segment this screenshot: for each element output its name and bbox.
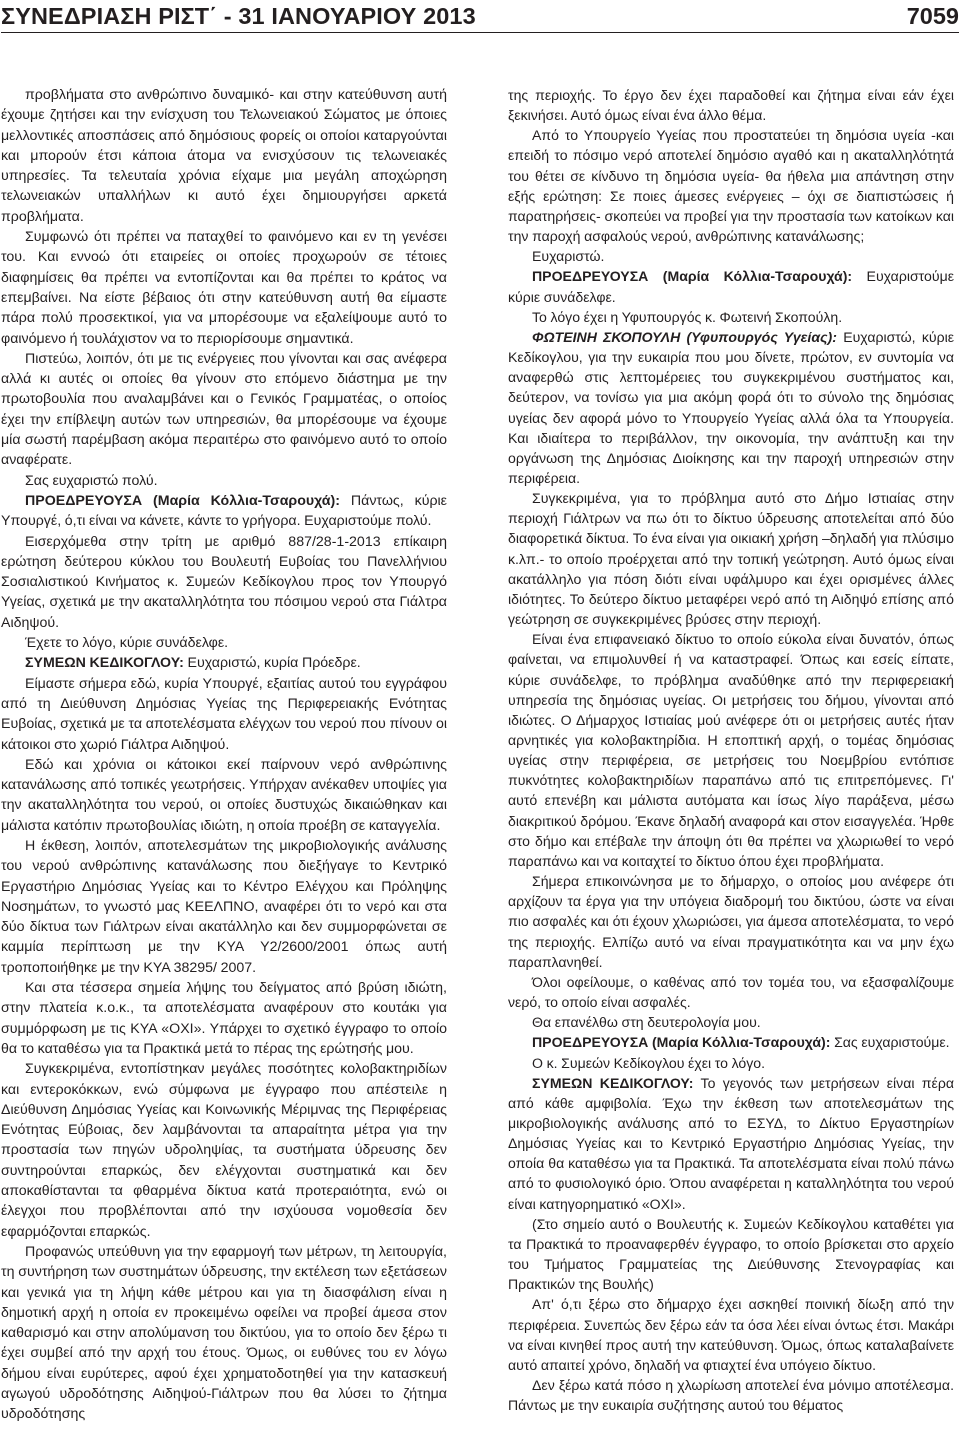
paragraph (1, 1242, 447, 1425)
paragraph (508, 85, 954, 125)
speaker-name: ΣΥΜΕΩΝ ΚΕΔΙΚΟΓΛΟΥ: (532, 1074, 694, 1091)
paragraph (508, 972, 954, 1012)
paragraph-text: Εισερχόμεθα στην τρίτη με αριθμό 887/28-1-2013 επίκαιρη ερώτηση δεύτερου κύκλου του Βουλευτή Ευβοίας του Πανελλήνιου Σοσιαλιστικού Κινήματος κ. Συμεών Κεδίκογλου προς τον Υπουργό Υγείας, σχετικά με την ακαταλληλότητα του πόσιμου νερού στα Γιάλτρα Αιδηψού. (1, 533, 447, 631)
session-title: ΣΥΝΕΔΡΙΑΣΗ ΡΙΣΤ΄ - 31 ΙΑΝΟΥΑΡΙΟΥ 2013 (1, 3, 476, 29)
speaker-paragraph (1, 491, 447, 532)
paragraph (1, 978, 447, 1059)
paragraph (1, 1059, 447, 1242)
paragraph-text: (Στο σημείο αυτό ο Βουλευτής κ. Συμεών Κεδίκογλου καταθέτει για τα Πρακτικά το προαναφερθέν έγγραφο, το οποίο βρίσκεται στο αρχείο του Τμήματος Γραμματείας της Διεύθυνσης Στενογραφίας και Πρακτικών της Βουλής) (508, 1215, 954, 1293)
paragraph-text: Η έκθεση, λοιπόν, αποτελεσμάτων της μικροβιολογικής ανάλυσης του νερού ανθρώπινης κατανάλωσης που διεξήγαγε το Κεντρικό Εργαστήριο Δημόσιας Υγείας και το Κέντρο Ελέγχου και Πρόληψης Νοσημάτων, το γνωστό μας ΚΕΕΛΠΝΟ, αναφέρει ότι το νερό και στα δύο δίκτυα των Γιάλτρων είναι ακατάλληλο και δεν συμμορφώνεται σε καμμία περίπτωση με την ΚΥΑ Υ2/2600/2001 όπως αυτή τροποποιήθηκε με την ΚΥΑ 38295/ 2007. (1, 837, 447, 976)
paragraph-text: Και στα τέσσερα σημεία λήψης του δείγματος από βρύση ιδιώτη, στην πλατεία κ.ο.κ., τα αποτελέσματα αναφέρουν στο κουτάκι για συμμόρφωση με τις ΚΥΑ «ΟΧΙ». Υπάρχει το σχετικό έγγραφο το οποίο θα το καταθέσω για τα Πρακτικά μετά το πέρας της ερώτησής μου. (1, 980, 447, 1057)
paragraph (1, 85, 447, 227)
paragraph (508, 629, 954, 871)
speaker-paragraph (508, 1032, 954, 1052)
paragraph-text: της περιοχής. Το έργο δεν έχει παραδοθεί και ζήτημα είναι εάν έχει ξεκινήσει. Αυτό όμως είναι ένα άλλο θέμα. (508, 87, 954, 124)
page-number: 7059 (906, 3, 959, 29)
paragraph-text: Εδώ και χρόνια οι κάτοικοι εκεί παίρνουν νερό ανθρώπινης κατανάλωσης από τοπικές γεωτρήσεις. Υπήρχαν ανέκαθεν υποψίες για την ακαταλληλότητα του νερού, οι οποίες δυστυχώς δικαιώθηκαν και μάλιστα κατόπιν πρωτοβουλίας ιδιώτη, η οποία προέβη σε καταγγελία. (1, 756, 447, 834)
paragraph (508, 1214, 954, 1295)
speaker-paragraph (508, 1073, 954, 1214)
paragraph (1, 227, 447, 349)
paragraph-text: Ευχαριστώ, κύριε Κεδίκογλου, για την ευκαιρία που μου δίνετε, πρώτον, εν συντομία να αναφερθώ στις λεπτομέρειες του συγκεκριμένου συστήματος και, δεύτερον, να τονίσω για μια ακόμη φορά ότι το σύνολο της δημόσιας υγείας δεν αφορά μόνο το Υπουργείο Υγείας αλλά όλα τα Υπουργεία. Και ιδιαίτερα το περιβάλλον, την οικονομία, την ανάπτυξη και την οργάνωση της Δημόσιας Διοίκησης και την παροχή υπηρεσιών στην περιφέρεια. (508, 328, 955, 486)
paragraph (1, 836, 447, 978)
paragraph-text: Ευχαριστώ, κυρία Πρόεδρε. (187, 655, 361, 672)
paragraph (1, 532, 447, 633)
speaker-name: ΠΡΟΕΔΡΕΥΟΥΣΑ (Μαρία Κόλλια-Τσαρουχά): (532, 1034, 831, 1051)
paragraph-text: Θα επανέλθω στη δευτερολογία μου. (532, 1014, 761, 1031)
speaker-paragraph (508, 327, 954, 488)
speaker-name: ΣΥΜΕΩΝ ΚΕΔΙΚΟΓΛΟΥ: (25, 655, 184, 672)
paragraph-text: Όλοι οφείλουμε, ο καθένας από τον τομέα του, να εξασφαλίζουμε νερό, το οποίο είναι ασφαλές. (508, 973, 954, 1011)
paragraph (508, 1012, 954, 1032)
paragraph (1, 349, 447, 471)
paragraph-text: Είναι ένα επιφανειακό δίκτυο το οποίο εύκολα είναι δυνατόν, όπως φαίνεται, να επιμολυνθεί ή να καταστραφεί. Όπως και εσείς είπατε, κύριε συνάδελφε, το πρόβλημα αναδύθηκε από την περιφερειακή υπηρεσία της δημόσιας υγείας. Οι μετρήσεις του δήμου, γίνονται από ιδιώτες. Ο Δήμαρχος Ιστιαίας μού ανέφερε ότι οι μετρήσεις αυτές ήταν αρνητικές για κολοβακτηρίδια. Η εποπτική αρχή, ο τομέας δημόσιας υγείας στην περιφέρεια, σε μετρήσεις του Νοεμβρίου εντόπισε πυκνότητες κολοβακτηριδίων παραπάνω από τις επιτρεπόμενες. Γι' αυτό επενέβη και μάλιστα αυτόματα και ίσως λίγο παράξενα, μέσω διακριτικού δρόμου. Έκανε δηλαδή αναφορά και στον εισαγγελέα. Ήρθε στο δήμο και επέβαλε την άποψη ότι θα πρέπει να χλωριωθεί το νερό παραπάνω και να κοιταχτεί το δίκτυο όπου έχει προβλήματα. (508, 631, 954, 869)
paragraph-text: Ευχαριστώ. (532, 248, 605, 265)
paragraph-text: Συγκεκριμένα, για το πρόβλημα αυτό στο Δήμο Ιστιαίας στην περιοχή Γιάλτρων να πω ότι το δίκτυο ύδρευσης αποτελείται από δύο διαφορετικά δίκτυα. Το ένα είναι για οικιακή χρήση –δηλαδή για πλύσιμο κ.λπ.- το οποίο προέρχεται από την τοπική γεώτρηση. Αυτό όμως είναι ακατάλληλο για πόση διότι είναι υφάλμυρο και έχει ορισμένες άλλες ιδιότητες. Το δεύτερο δίκτυο μεταφέρει νερό από τη Αιδηψό επίσης από γεώτρηση σε συγκεκριμένες βρύσες στην περιοχή. (508, 490, 954, 628)
paragraph (508, 871, 954, 972)
paragraph-text: Συμφωνώ ότι πρέπει να παταχθεί το φαινόμενο και εν τη γενέσει του. Και εννοώ ότι εταιρείες οι οποίες προχωρούν σε τέτοιες διαφημίσεις θα πρέπει να εντοπίζονται και θα πρέπει το κράτος να επεμβαίνει. Να είστε βέβαιος ότι στην κατεύθυνση αυτή θα είμαστε πάρα πολύ προσεκτικοί, για να μπορέσουμε να εξαλείψουμε αυτό το φαινόμενο ή τουλάχιστον να το περιορίσουμε σημαντικά. (1, 229, 447, 347)
paragraph-text: Προφανώς υπεύθυνη για την εφαρμογή των μέτρων, τη λειτουργία, τη συντήρηση των συστημάτων ύδρευσης, την εκτέλεση των εξετάσεων και γενικά για τη λήψη κάθε μέτρου και για τη διασφάλιση είναι η δημοτική αρχή η οποία εν προκειμένω οφείλει να προβεί άμεσα στον καθαρισμό και στην απολύμανση του δικτύου, για το οποίο δεν ξέρω τι έχει συμβεί από την αρχή του έτους. Όμως, οι ευθύνες του εν λόγω δήμου είναι ευρύτερες, αφού έχει χρηματοδοτηθεί για την κατασκευή αγωγού υδροδότησης Αιδηψού-Γιάλτρων που θα λύσει το ζήτημα υδροδότησης (1, 1243, 447, 1423)
paragraph-text: Έχετε το λόγο, κύριε συνάδελφε. (25, 635, 229, 652)
paragraph-text: Σας ευχαριστούμε. (834, 1034, 950, 1051)
speaker-name: ΠΡΟΕΔΡΕΥΟΥΣΑ (Μαρία Κόλλια-Τσαρουχά): (532, 268, 853, 285)
paragraph-text: Ο κ. Συμεών Κεδίκογλου έχει το λόγο. (532, 1054, 766, 1071)
right-column (508, 85, 954, 1415)
paragraph (508, 1294, 954, 1375)
paragraph-text: Πιστεύω, λοιπόν, ότι με τις ενέργειες που γίνονται και σας ανέφερα αλλά κι αυτές οι οποίες θα γίνουν στο επόμενο διάστημα με την πρωτοβουλία που αναλαμβάνει και ο Γενικός Γραμματέας, ο οποίος έχει την επίβλεψη αυτών των υπηρεσιών, θα μπορέσουμε να έχουμε μία σωστή παρέμβαση ακόμα περαιτέρω στο φαινόμενο αυτό το οποίο αναφέρατε. (1, 350, 447, 469)
speaker-name: ΠΡΟΕΔΡΕΥΟΥΣΑ (Μαρία Κόλλια-Τσαρουχά): (25, 492, 340, 509)
paragraph (508, 488, 954, 629)
paragraph-text: Απ' ό,τι ξέρω στο δήμαρχο έχει ασκηθεί ποινική δίωξη από την περιφέρεια. Συνεπώς δεν ξέρω εάν τα όσα λέει είναι όντως έτσι. Μακάρι να είναι κινηθεί προς αυτή την κατεύθυνση. Όμως, όπως καταλαβαίνετε αυτό απαιτεί χρόνο, δηλαδή να φτιαχτεί ένα υπόγειο δίκτυο. (508, 1296, 954, 1373)
paragraph (1, 755, 447, 836)
speaker-paragraph (508, 266, 954, 306)
paragraph (1, 633, 447, 653)
paragraph-text: Το λόγο έχει η Υφυπουργός κ. Φωτεινή Σκοπούλη. (532, 308, 843, 325)
paragraph-text: Δεν ξέρω κατά πόσο η χλωρίωση αποτελεί ένα μόνιμο αποτέλεσμα. Πάντως με την ευκαιρία συζήτησης αυτού του θέματος (508, 1377, 954, 1414)
left-column (1, 85, 447, 1425)
speaker-name: ΦΩΤΕΙΝΗ ΣΚΟΠΟΥΛΗ (Υφυπουργός Υγείας): (532, 328, 837, 345)
paragraph (1, 471, 447, 491)
paragraph-text: Σας ευχαριστώ πολύ. (25, 472, 158, 489)
paragraph-text: Ευχαριστούμε κύριε συνάδελφε. (508, 268, 954, 305)
speaker-paragraph (1, 653, 447, 673)
paragraph (508, 307, 954, 327)
paragraph-text: Πάντως, κύριε Υπουργέ, ό,τι είναι να κάνετε, κάντε το γρήγορα. Ευχαριστούμε πολύ. (1, 492, 447, 530)
paragraph-text: Είμαστε σήμερα εδώ, κυρία Υπουργέ, εξαιτίας αυτού του εγγράφου από τη Διεύθυνση Δημόσιας Υγείας της Περιφερειακής Ενότητας Ευβοίας, σχετικά με τα αποτελέσματα ελέγχων του νερού που πίνουν οι κάτοικοι στο χωριό Γιάλτρα Αιδηψού. (1, 675, 447, 753)
paragraph-text: Σήμερα επικοινώνησα με το δήμαρχο, ο οποίος μου ανέφερε ότι αρχίζουν τα έργα για την υπόγεια διαδρομή του δικτύου, ώστε να είναι πιο ασφαλές και ότι έχουν χλωριώσει, για άμεσα αποτελέσματα, το νερό της περιοχής. Ελπίζω αυτό να είναι πραγματικότητα και να μην έχω παραπλανηθεί. (508, 873, 954, 970)
paragraph (508, 1375, 954, 1415)
paragraph (508, 246, 954, 266)
paragraph (508, 1053, 954, 1073)
paragraph-text: Το γεγονός των μετρήσεων είναι πέρα από κάθε αμφιβολία. Έχω την έκθεση των αποτελεσμάτων της μικροβιολογικής ανάλυσης από το ΕΣΥΔ, το Δίκτυο Εργαστηρίων Δημόσιας Υγείας και το Κεντρικό Εργαστήριο Δημόσιας Υγείας, την οποία θα καταθέσω για τα Πρακτικά. Τα αποτελέσματα είναι πολύ πάνω από το φυσιολογικό όριο. Όπου αναφέρεται η καταλληλότητα του νερού είναι κατηγορηματικό «ΟΧΙ». (508, 1074, 954, 1212)
paragraph-text: Από το Υπουργείο Υγείας που προστατεύει τη δημόσια υγεία -και επειδή το πόσιμο νερό αποτελεί δημόσιο αγαθό και η ακαταλληλότητά του θέτει σε κίνδυνο τη δημόσια υγεία- θα ήθελα μια απάντηση στην εξής ερώτηση: Σε ποιες άμεσες ενέργειες – όχι σε διαπιστώσεις ή παρατηρήσεις- σκοπεύει να προβεί για την προστασία των κατοίκων και την παροχή ασφαλούς νερού, ανθρώπινης κατανάλωσης; (508, 127, 954, 245)
paragraph (1, 674, 447, 755)
page-header (1, 0, 959, 33)
paragraph-text: Συγκεκριμένα, εντοπίστηκαν μεγάλες ποσότητες κολοβακτηριδίων και εντεροκόκκων, ενώ σύμφωνα με έγγραφο που απέστειλε η Διεύθυνση Δημόσιας Υγείας και Κοινωνικής Μέριμνας της Περιφέρειας Ενότητας Εύβοιας, δεν λαμβάνονται τα απαραίτητα μέτρα για την προστασία των πηγών υδροληψίας, τα συστήματα ύδρευσης δεν συντηρούνται επαρκώς, δεν ελέγχονται συστηματικά και δεν αποκαθίστανται τα φθαρμένα δίκτυα κατά προτεραιότητα, ενώ οι έλεγχοι που προβλέπονται από την ισχύουσα νομοθεσία δεν εφαρμόζονται επαρκώς. (1, 1061, 447, 1240)
paragraph (508, 125, 954, 246)
paragraph-text: προβλήματα στο ανθρώπινο δυναμικό- και στην κατεύθυνση αυτή έχουμε ζητήσει και την ενίσχυση του Τελωνειακού Σώματος με όποιες μελλοντικές αποσπάσεις από δημόσιους φορείς οι οποίοι καταργούνται και μπορούν έτσι κάποια άτομα να ενισχύσουν τις τελωνειακές υπηρεσίες. Τα τελευταία χρόνια είχαμε μια μεγάλη αποχώρηση τελωνειακών υπαλλήλων κι αυτό έχει δημιουργήσει αρκετά προβλήματα. (1, 87, 447, 225)
